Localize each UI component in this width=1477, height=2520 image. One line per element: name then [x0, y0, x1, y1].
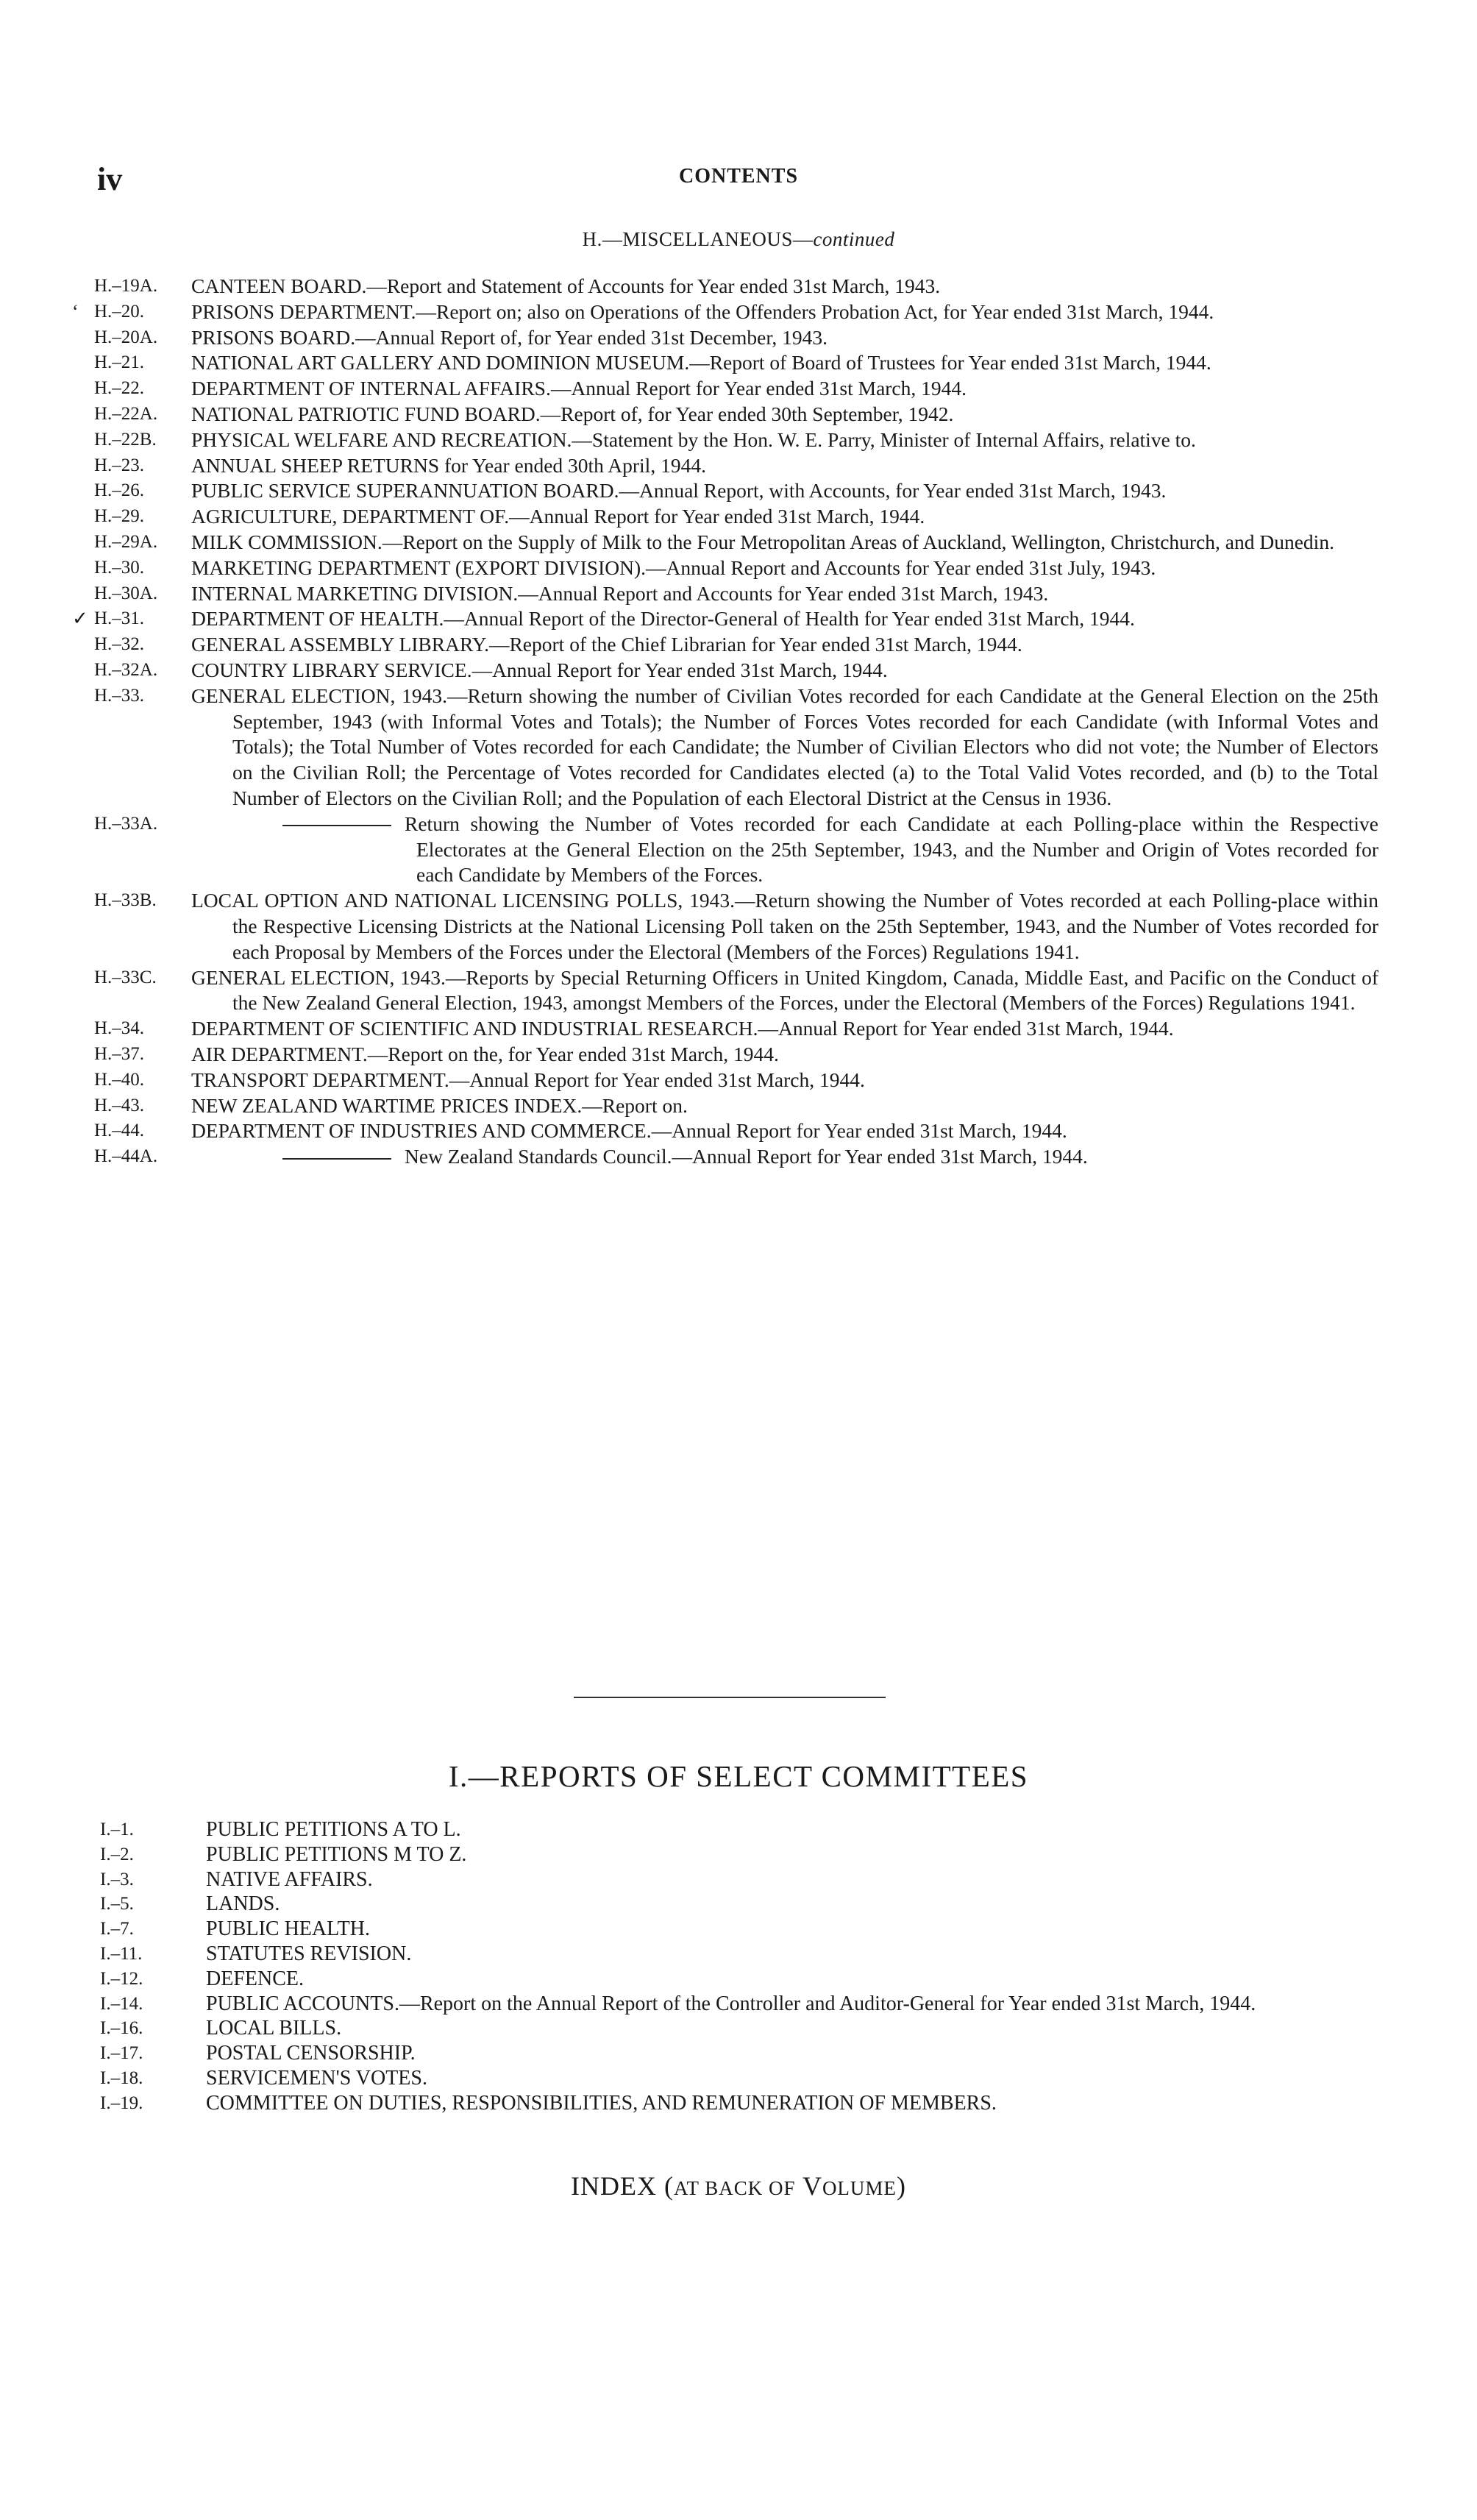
entry-text: NATIONAL PATRIOTIC FUND BOARD.—Report of, for Year ended 30th September, 1942.: [191, 402, 954, 425]
entry-text: GENERAL ELECTION, 1943.—Reports by Special Returning Officers in United Kingdom, Canada, Middle East, and Pacific on the Conduct of the New Zealand General Election, 1943, amongst Members of the Forces, under the Electoral (Members of the Forces) Regulations 1941.: [191, 965, 1378, 1015]
list-item: [94, 402, 1378, 427]
list-item: [94, 1068, 1378, 1093]
list-item: [100, 1992, 1384, 2017]
entry-text: DEPARTMENT OF SCIENTIFIC AND INDUSTRIAL RESEARCH.—Annual Report for Year ended 31st March, 1944.: [191, 1017, 1174, 1040]
entry-text: STATUTES REVISION.: [206, 1942, 412, 1965]
entry-text: MILK COMMISSION.—Report on the Supply of Milk to the Four Metropolitan Areas of Auckland, Wellington, Christchurch, and Dunedin.: [191, 530, 1334, 553]
entry-text: COUNTRY LIBRARY SERVICE.—Annual Report for Year ended 31st March, 1944.: [191, 658, 888, 681]
entry-text: DEPARTMENT OF HEALTH.—Annual Report of the Director-General of Health for Year ended 31st March, 1944.: [191, 607, 1135, 631]
entry-code: H.–20A.: [94, 327, 158, 347]
list-item: [94, 504, 1378, 530]
entry-code: I.–19.: [100, 2093, 143, 2113]
entry-code: I.–14.: [100, 1993, 143, 2014]
entry-code: H.–33A.: [94, 813, 158, 834]
section-i-title: I.—REPORTS OF SELECT COMMITTEES: [448, 1759, 1029, 1793]
index-at-back-of: AT BACK OF: [674, 2177, 796, 2199]
page-header: [0, 160, 1477, 205]
entry-text: PUBLIC SERVICE SUPERANNUATION BOARD.—Annual Report, with Accounts, for Year ended 31st March, 1943.: [191, 479, 1167, 503]
list-item: [94, 376, 1378, 402]
entry-text: SERVICEMEN'S VOTES.: [206, 2066, 427, 2090]
list-item: [100, 2066, 1384, 2091]
entry-code: H.–21.: [94, 352, 145, 373]
entry-text: NATIONAL ART GALLERY AND DOMINION MUSEUM.—Report of Board of Trustees for Year ended 31st March, 1944.: [191, 351, 1211, 375]
list-item: [100, 1967, 1384, 1992]
entry-text: PUBLIC ACCOUNTS.—Report on the Annual Report of the Controller and Auditor-General for Year ended 31st March, 1944.: [206, 1992, 1256, 2015]
list-item: [72, 606, 1378, 632]
entry-text: New Zealand Standards Council.—Annual Report for Year ended 31st March, 1944.: [405, 1145, 1088, 1168]
margin-tick-mark: ✓: [72, 608, 88, 630]
index-volume-rest: OLUME: [822, 2177, 897, 2199]
entry-code: H.–29A.: [94, 531, 158, 552]
entry-code: H.–30A.: [94, 583, 158, 603]
entry-text: PRISONS DEPARTMENT.—Report on; also on Operations of the Offenders Probation Act, for Year ended 31st March, 1944.: [191, 299, 1214, 323]
entry-text: CANTEEN BOARD.—Report and Statement of Accounts for Year ended 31st March, 1943.: [191, 274, 941, 297]
entry-text: GENERAL ELECTION, 1943.—Return showing the number of Civilian Votes recorded for each Candidate at the General Election on the 25th September, 1943 (with Informal Votes and Totals); the Number of Forces Votes recorded for each Candidate (with Informal Votes and Totals); the Total Number of Votes recorded for each Candidate; the Number of Civilian Electors who did not vote; the Number of Electors on the Civilian Roll; the Percentage of Votes recorded for Candidates elected (a) to the Total Valid Votes recorded, and (b) to the Total Number of Electors on the Civilian Roll; and the Population of each Electoral District at the Census in 1936.: [191, 684, 1378, 809]
entry-code: H.–32A.: [94, 659, 158, 680]
list-item: [94, 1016, 1378, 1042]
list-item: [94, 812, 1378, 888]
entry-text: LOCAL OPTION AND NATIONAL LICENSING POLLS, 1943.—Return showing the Number of Votes recorded at each Polling-place within the Respective Licensing Districts at the National Licensing Poll taken on the 25th September, 1943, and the Number of Votes recorded for each Proposal by Members of the Forces under the Electoral (Members of the Forces) Regulations 1941.: [191, 889, 1378, 963]
list-item: [94, 427, 1378, 453]
entry-text: INTERNAL MARKETING DIVISION.—Annual Report and Accounts for Year ended 31st March, 1943.: [191, 581, 1049, 605]
ditto-rule: [282, 825, 391, 826]
entry-code: I.–3.: [100, 1869, 134, 1889]
entry-code: I.–11.: [100, 1943, 143, 1964]
entry-text: DEFENCE.: [206, 1967, 304, 1990]
entry-code: H.–33B.: [94, 890, 157, 911]
index-note: [0, 2171, 1477, 2201]
entry-code: H.–22B.: [94, 429, 157, 450]
section-h-title: [0, 228, 1477, 251]
list-item: [94, 1144, 1378, 1170]
entry-code: I.–2.: [100, 1844, 134, 1864]
entry-text: ANNUAL SHEEP RETURNS for Year ended 30th April, 1944.: [191, 453, 706, 477]
entry-text: PUBLIC HEALTH.: [206, 1917, 370, 1941]
margin-tick-mark: ‘: [72, 300, 79, 322]
entry-code: H.–33.: [94, 685, 145, 706]
entry-code: H.–32.: [94, 634, 145, 655]
list-item: [100, 2016, 1384, 2041]
entry-code: H.–22A.: [94, 403, 158, 424]
entry-code: I.–12.: [100, 1968, 143, 1989]
entry-text: DEPARTMENT OF INDUSTRIES AND COMMERCE.—Annual Report for Year ended 31st March, 1944.: [191, 1119, 1067, 1143]
list-item: [94, 888, 1378, 965]
entry-code: H.–43.: [94, 1095, 145, 1115]
entry-code: H.–30.: [94, 557, 145, 578]
list-item: [100, 1917, 1384, 1942]
entry-text: AIR DEPARTMENT.—Report on the, for Year ended 31st March, 1944.: [191, 1042, 779, 1065]
entry-code: H.–44A.: [94, 1146, 158, 1167]
running-title: CONTENTS: [678, 165, 799, 188]
continued-label: continued: [813, 228, 895, 250]
entry-code: H.–20.: [94, 301, 145, 322]
entry-text: MARKETING DEPARTMENT (EXPORT DIVISION).—Annual Report and Accounts for Year ended 31st July, 1943.: [191, 556, 1156, 579]
entry-code: H.–34.: [94, 1018, 145, 1039]
list-item: [100, 1942, 1384, 1967]
entry-code: I.–18.: [100, 2068, 143, 2088]
entry-text: PHYSICAL WELFARE AND RECREATION.—Statement by the Hon. W. E. Parry, Minister of Internal Affairs, relative to.: [191, 427, 1196, 451]
index-close-paren: ): [896, 2171, 906, 2201]
section-i-entries: [100, 1817, 1384, 2116]
list-item: [94, 581, 1378, 607]
entry-text: LANDS.: [206, 1892, 280, 1916]
index-word: INDEX: [571, 2171, 658, 2201]
list-item: [94, 965, 1378, 1017]
entry-text: GENERAL ASSEMBLY LIBRARY.—Report of the Chief Librarian for Year ended 31st March, 1944.: [191, 633, 1022, 656]
entry-text: TRANSPORT DEPARTMENT.—Annual Report for Year ended 31st March, 1944.: [191, 1068, 865, 1091]
entry-code: H.–31.: [94, 608, 145, 629]
list-item: [100, 2041, 1384, 2066]
list-item: [94, 556, 1378, 581]
entry-text: NEW ZEALAND WARTIME PRICES INDEX.—Report on.: [191, 1093, 688, 1117]
list-item: [94, 684, 1378, 812]
entry-text: LOCAL BILLS.: [206, 2017, 342, 2040]
entry-text: PRISONS BOARD.—Annual Report of, for Year ended 31st December, 1943.: [191, 325, 828, 349]
section-h-title-text: H.—MISCELLANEOUS—: [582, 228, 814, 250]
entry-code: I.–17.: [100, 2043, 143, 2064]
list-item: [94, 325, 1378, 351]
entry-code: H.–37.: [94, 1043, 145, 1064]
list-item: [100, 2091, 1384, 2116]
list-item: [94, 274, 1378, 299]
entry-text: Return showing the Number of Votes recorded for each Candidate at each Polling-place within the Respective Electorates at the General Election on the 25th September, 1943, and the Number and Origin of Votes recorded for each Candidate by Members of the Forces.: [405, 812, 1378, 887]
entry-code: H.–19A.: [94, 276, 158, 296]
index-open-paren: (: [664, 2171, 675, 2201]
section-h-entries: [72, 274, 1378, 1170]
entry-text: PUBLIC PETITIONS A TO L.: [206, 1818, 461, 1841]
list-item: [100, 1817, 1384, 1842]
list-item: [72, 299, 1378, 325]
entry-code: I.–1.: [100, 1820, 134, 1839]
list-item: [94, 1042, 1378, 1068]
entry-code: I.–16.: [100, 2018, 143, 2039]
list-item: [94, 350, 1378, 376]
entry-text: PUBLIC PETITIONS M TO Z.: [206, 1842, 467, 1866]
list-item: [94, 453, 1378, 479]
entry-text: DEPARTMENT OF INTERNAL AFFAIRS.—Annual Report for Year ended 31st March, 1944.: [191, 377, 967, 400]
entry-code: H.–26.: [94, 480, 145, 501]
list-item: [100, 1892, 1384, 1917]
entry-code: H.–22.: [94, 378, 145, 399]
page-number: iv: [97, 161, 123, 197]
entry-code: H.–33C.: [94, 967, 157, 987]
entry-text: AGRICULTURE, DEPARTMENT OF.—Annual Report for Year ended 31st March, 1944.: [191, 505, 925, 528]
entry-code: H.–23.: [94, 455, 145, 475]
index-volume-initial: V: [802, 2171, 822, 2201]
entry-text: POSTAL CENSORSHIP.: [206, 2042, 416, 2065]
section-divider: [574, 1697, 886, 1698]
entry-text: COMMITTEE ON DUTIES, RESPONSIBILITIES, AND REMUNERATION OF MEMBERS.: [206, 2091, 997, 2115]
ditto-rule: [282, 1158, 391, 1160]
entry-code: H.–44.: [94, 1121, 145, 1141]
list-item: [94, 658, 1378, 684]
entry-code: H.–29.: [94, 506, 145, 527]
list-item: [100, 1842, 1384, 1867]
entry-code: I.–7.: [100, 1919, 134, 1939]
list-item: [94, 1093, 1378, 1119]
list-item: [100, 1867, 1384, 1892]
list-item: [94, 632, 1378, 658]
entry-code: I.–5.: [100, 1894, 134, 1914]
list-item: [94, 478, 1378, 504]
entry-code: H.–40.: [94, 1069, 145, 1090]
list-item: [94, 530, 1378, 556]
entry-text: NATIVE AFFAIRS.: [206, 1867, 373, 1891]
list-item: [94, 1118, 1378, 1144]
